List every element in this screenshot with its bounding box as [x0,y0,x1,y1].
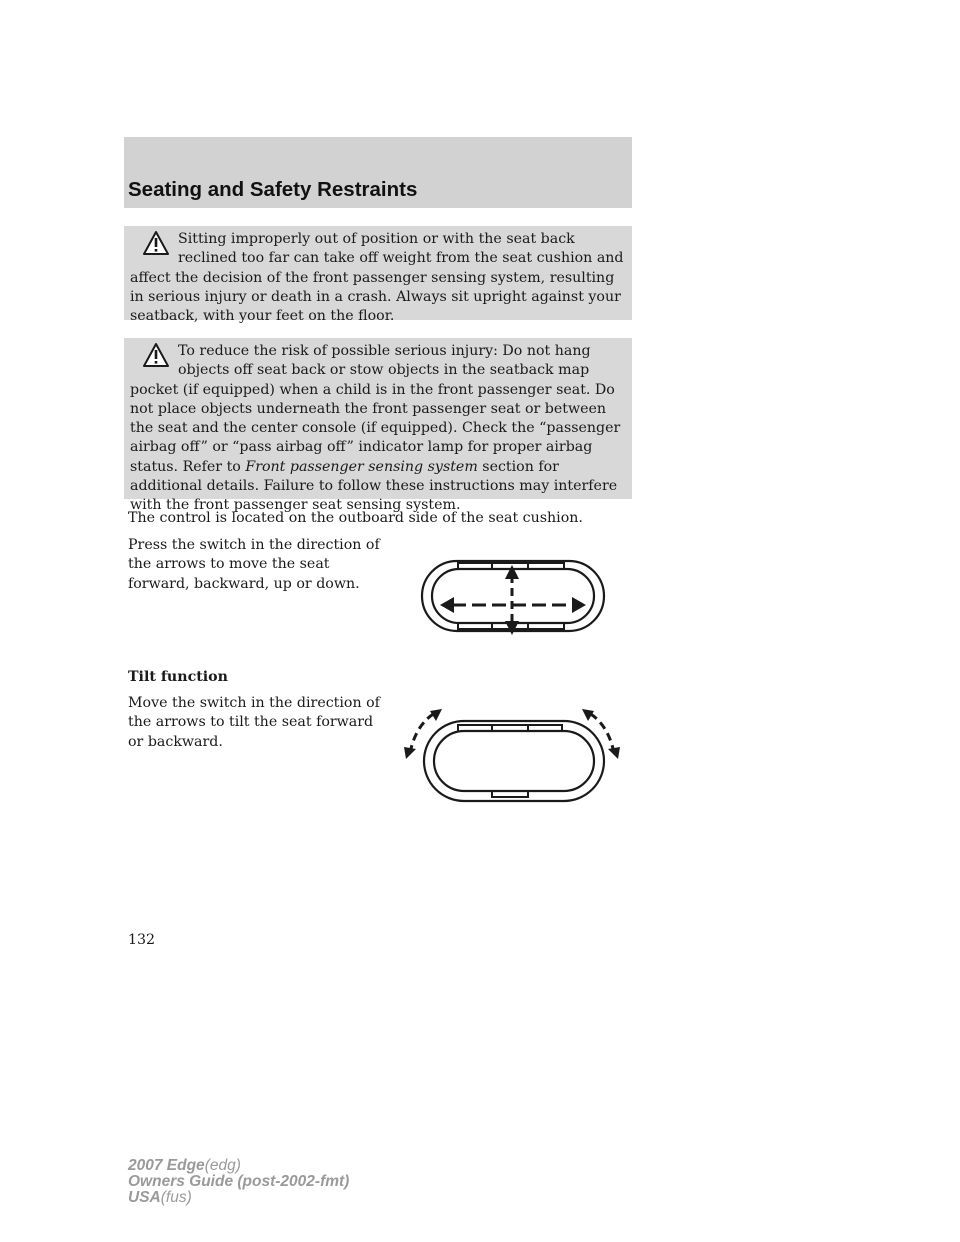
footer [128,1158,349,1206]
warning-box [124,226,632,325]
paragraph-control-location: The control is located on the outboard side of the seat cushion. [128,510,583,526]
warning-triangle-icon [142,342,170,368]
footer-market-code: (fus) [160,1189,192,1206]
warning-text-after: section for additional details. Failure to follow these instructions may interfere with the front passenger seat sensing system. [130,458,618,514]
seat-switch-illustration [418,555,608,640]
footer-model: 2007 Edge [128,1157,205,1174]
warning-text [130,342,626,516]
warning-triangle-icon [142,230,170,256]
section-title: Seating and Safety Restraints [128,178,418,201]
seat-tilt-switch-illustration [396,703,628,807]
page-number: 132 [128,932,156,948]
warning-box [124,338,632,514]
footer-model-code: (edg) [204,1157,241,1174]
paragraph-press-switch: Press the switch in the direction of the arrows to move the seat forward, backward, up or down. [128,537,380,592]
footer-market: USA [128,1189,161,1206]
tilt-function-heading: Tilt function [128,669,228,685]
footer-guide: Owners Guide (post-2002-fmt) [128,1173,350,1190]
warning-text-before: To reduce the risk of possible serious injury: Do not hang objects off seat back or stow objects in the seatback map pocket (if equipped) when a child is in the front passenger seat. Do not place objects underneath the front passenger seat or between the seat and the center console (if equipped). Check the “passenger airbag off” or “pass airbag off” indicator lamp for proper airbag status. Refer to [130,343,621,475]
paragraph-tilt-instructions: Move the switch in the direction of the arrows to tilt the seat forward or backward. [128,695,380,750]
cross-reference-link: Front passenger sensing system [245,458,478,475]
warning-text: Sitting improperly out of position or with the seat back reclined too far can take off weight from the seat cushion and affect the decision of the front passenger sensing system, resulting in serious injury or death in a crash. Always sit upright against your seatback, with your feet on the floor. [130,231,624,325]
